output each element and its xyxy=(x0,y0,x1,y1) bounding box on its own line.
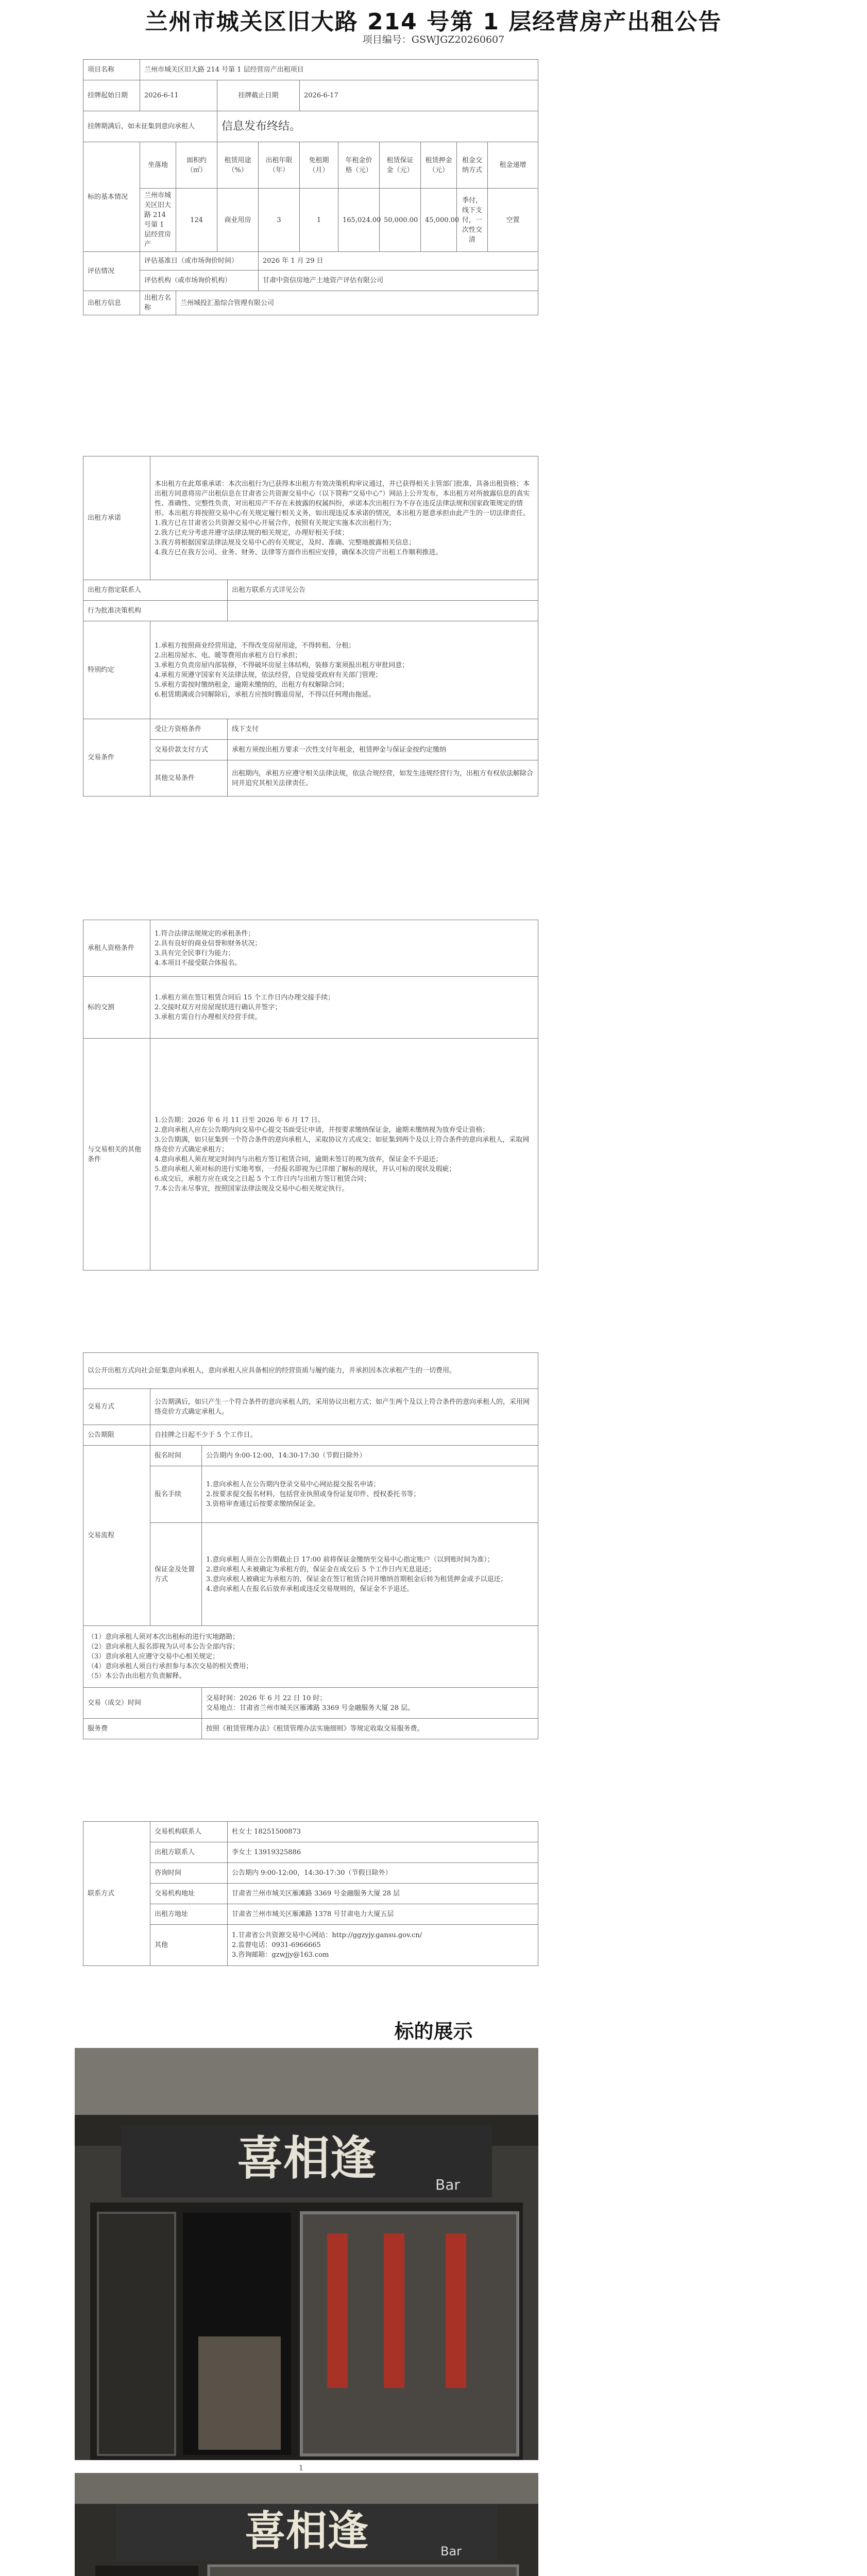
period-value: 信息发布终结。 xyxy=(217,111,538,142)
contact-row-label: 其他 xyxy=(150,1925,228,1966)
header-increase: 租金递增 xyxy=(488,142,538,189)
contact-person-label: 出租方指定联系人 xyxy=(83,580,228,601)
eval-date: 2026 年 1 月 29 日 xyxy=(259,252,538,270)
contact-row-label: 交易机构地址 xyxy=(150,1884,228,1904)
property-photo-2 xyxy=(75,2473,538,2576)
header-years: 出租年限（年） xyxy=(259,142,300,189)
header-free: 免租期（月） xyxy=(300,142,338,189)
eval-date-label: 评估基准日（或市场询价时间） xyxy=(140,252,259,270)
deposit-label: 保证金及处置方式 xyxy=(150,1523,202,1626)
header-pledge: 租赁押金（元） xyxy=(421,142,457,189)
owner-label: 出租方信息 xyxy=(83,291,140,315)
header-location: 坐落地 xyxy=(140,142,176,189)
cell-area: 124 xyxy=(176,189,217,252)
process-label: 交易流程 xyxy=(83,1446,150,1626)
contact-row-value: 李女士 13919325886 xyxy=(228,1842,538,1863)
trade-row-label: 其他交易条件 xyxy=(150,760,228,796)
procedure-table xyxy=(83,1352,538,1739)
rule-label: 标的交割 xyxy=(83,977,150,1039)
eval-org-label: 评估机构（或市场询价机构） xyxy=(140,270,259,291)
time-text: 交易时间：2026 年 6 月 22 日 10 时； 交易地点：甘肃省兰州市城关区雁滩路 3369 号金融服务大厦 28 层。 xyxy=(202,1688,538,1719)
trade-row-value: 线下支付 xyxy=(228,719,538,740)
lessor-promise-text: 本出租方在此郑重承诺：本次出租行为已获得本出租方有效决策机构审议通过，并已获得相关主管部门批准，具备出租资格；本出租方同意将房产出租信息在甘肃省公共资源交易中心（以下简称“交易中心”）网站上公开发布，本出租方对所披露信息的真实性、准确性、完整性负责，对出租房产不存在未披露的权属纠纷，承诺本次出租行为不存在违反法律法规和国家政策规定的情形。本出租方将按照交易中心有关规定履行相关义务，如出现违反本承诺的情况，本出租方愿意承担由此产生的一切法律责任。 1.我方已在甘肃省公共资源交易中心开展合作，按照有关规定实施本次出租行为； 2.我方已充分考虑并遵守法律法规的相关规定，办理好相关手续； 3.我方将根据国家法律法规及交易中心的有关规定，及时、准确、完整地披露相关信息； 4.我方已在我方公司、业务、财务、法律等方面作出相应安排，确保本次房产出租工作顺利推进。 xyxy=(150,456,538,580)
cell-increase: 空置 xyxy=(488,189,538,252)
start-date: 2026-6-11 xyxy=(140,80,217,111)
cell-location: 兰州市城关区旧大路 214 号第 1 层经营房产 xyxy=(140,189,176,252)
store-sign-en: Bar xyxy=(435,2176,460,2193)
approval-label: 行为批准决策机构 xyxy=(83,601,228,621)
owner-name-label: 出租方名称 xyxy=(140,291,176,315)
store-sign-en: Bar xyxy=(440,2544,462,2558)
lessor-table xyxy=(83,456,538,796)
end-date-label: 挂牌截止日期 xyxy=(217,80,300,111)
project-name: 兰州市城关区旧大路 214 号第 1 层经营房产出租项目 xyxy=(140,60,538,80)
contact-row-value: 甘肃省兰州市城关区雁滩路 3369 号金融服务大厦 28 层 xyxy=(228,1884,538,1904)
store-sign-text: 喜相逢 xyxy=(237,2131,376,2185)
section-title: 标的展示 xyxy=(394,2020,473,2043)
contact-label: 联系方式 xyxy=(83,1822,150,1966)
start-date-label: 挂牌起始日期 xyxy=(83,80,140,111)
reg-way-text: 1.意向承租人在公告期内登录交易中心网站提交报名申请； 2.按要求提交报名材料，包括营业执照或身份证复印件、授权委托书等； 3.资格审查通过后按要求缴纳保证金。 xyxy=(202,1466,538,1523)
header-use: 租赁用途（%） xyxy=(217,142,259,189)
method-text: 公告期满后，如只产生一个符合条件的意向承租人的，采用协议出租方式；如产生两个及以上符合条件的意向承租人的，采用网络竞价方式确定承租人。 xyxy=(150,1389,538,1425)
cell-free: 1 xyxy=(300,189,338,252)
header-deposit: 租赁保证金（元） xyxy=(380,142,421,189)
owner-name: 兰州城投汇盈综合管理有限公司 xyxy=(176,291,538,315)
trade-row-value: 出租期内，承租方应遵守相关法律法规，依法合规经营，如发生违规经营行为，出租方有权依法解除合同并追究其相关法律责任。 xyxy=(228,760,538,796)
special-text: 1.承租方按照商业经营用途，不得改变房屋用途，不得转租、分租； 2.出租房屋水、电、暖等费用由承租方自行承担； 3.承租方负责房屋内部装修，不得破坏房屋主体结构，装修方案须报出租方审批同意； 4.承租方须遵守国家有关法律法规，依法经营，自觉接受政府有关部门管理； 5.承租方需按时缴纳租金，逾期未缴纳的，出租方有权解除合同； 6.租赁期满或合同解除后，承租方应按时腾退房屋，不得以任何理由拖延。 xyxy=(150,621,538,719)
deposit-text: 1.意向承租人须在公告期截止日 17:00 前将保证金缴纳至交易中心指定账户（以到账时间为准）； 2.意向承租人未被确定为承租方的，保证金在成交后 5 个工作日内无息退还； 3.意向承租人被确定为承租方的，保证金在签订租赁合同并缴纳首期租金后转为租赁押金或予以退还； 4.意向承租人在报名后放弃承租或违反交易规则的，保证金不予退还。 xyxy=(202,1523,538,1626)
contact-row-value: 杜女士 18251500873 xyxy=(228,1822,538,1842)
notice-label: 与交易相关的其他条件 xyxy=(83,1039,150,1270)
contact-table xyxy=(83,1821,538,1966)
announce-label: 公告期限 xyxy=(83,1425,150,1446)
time-label: 交易（成交）时间 xyxy=(83,1688,202,1719)
subject-label: 标的基本情况 xyxy=(83,142,140,252)
eval-org: 甘肃中资信房地产土地资产评估有限公司 xyxy=(259,270,538,291)
notes-text: （1）意向承租人须对本次出租标的进行实地踏勘； （2）意向承租人报名即视为认可本公告全部内容； （3）意向承租人应遵守交易中心相关规定； （4）意向承租人须自行承担参与本次交易的相关费用； （5）本公告由出租方负责解释。 xyxy=(83,1626,538,1688)
reg-text: 公告期内 9:00-12:00，14:30-17:30（节假日除外） xyxy=(202,1446,538,1466)
contact-row-label: 出租方地址 xyxy=(150,1904,228,1925)
project-code: 项目编号：GSWJGZ20260607 xyxy=(362,34,505,45)
announce-text: 自挂牌之日起不少于 5 个工作日。 xyxy=(150,1425,538,1446)
project-name-label: 项目名称 xyxy=(83,60,140,80)
notice-text: 1.公告期：2026 年 6 月 11 日至 2026 年 6 月 17 日。 2.意向承租人应在公告期内向交易中心提交书面受让申请，并按要求缴纳保证金，逾期未缴纳视为放弃受让资格； 3.公告期满，如只征集到一个符合条件的意向承租人，采取协议方式成交；如征集到两个及以上符合条件的意向承租人，采取网络竞价方式确定承租方； 4.意向承租人须在规定时间内与出租方签订租赁合同，逾期未签订的视为放弃，保证金不予退还； 5.意向承租人须对标的进行实地考察，一经报名即视为已详细了解标的现状，并认可标的现状及瑕疵； 6.成交后，承租方应在成交之日起 5 个工作日内与出租方签订租赁合同； 7.本公告未尽事宜，按照国家法律法规及交易中心相关规定执行。 xyxy=(150,1039,538,1270)
end-date: 2026-6-17 xyxy=(300,80,538,111)
contact-row-label: 交易机构联系人 xyxy=(150,1822,228,1842)
contact-row-value: 甘肃省兰州市城关区雁滩路 1378 号甘肃电力大厦五层 xyxy=(228,1904,538,1925)
contact-row-value: 公告期内 9:00-12:00，14:30-17:30（节假日除外） xyxy=(228,1863,538,1884)
trade-row-label: 交易价款支付方式 xyxy=(150,740,228,760)
trade-cond-label: 交易条件 xyxy=(83,719,150,796)
service-fee-label: 服务费 xyxy=(83,1719,202,1739)
contact-person-value: 出租方联系方式详见公告 xyxy=(228,580,538,601)
conditions-table xyxy=(83,920,538,1270)
procedure-intro: 以公开出租方式向社会征集意向承租人，意向承租人应具备相应的经营资质与履约能力，并承担因本次承租产生的一切费用。 xyxy=(83,1353,538,1389)
header-area: 面积约（㎡） xyxy=(176,142,217,189)
lessor-promise-label: 出租方承诺 xyxy=(83,456,150,580)
trade-row-label: 受让方资格条件 xyxy=(150,719,228,740)
service-fee-text: 按照《租赁管理办法》《租赁管理办法实施细则》等规定收取交易服务费。 xyxy=(202,1719,538,1739)
cell-deposit: 50,000.00 xyxy=(380,189,421,252)
reg-way-label: 报名手续 xyxy=(150,1466,202,1523)
cell-years: 3 xyxy=(259,189,300,252)
trade-row-value: 承租方须按出租方要求一次性支付年租金，租赁押金与保证金按约定缴纳 xyxy=(228,740,538,760)
special-label: 特别约定 xyxy=(83,621,150,719)
contact-row-label: 出租方联系人 xyxy=(150,1842,228,1863)
page-number: 1 xyxy=(299,2464,303,2472)
header-rent: 年租金价格（元） xyxy=(338,142,380,189)
cell-pay: 季付，线下支付，一次性交清 xyxy=(457,189,488,252)
eval-label: 评估情况 xyxy=(83,252,140,291)
reg-label: 报名时间 xyxy=(150,1446,202,1466)
contact-row-value: 1.甘肃省公共资源交易中心网站：http://ggzyjy.gansu.gov.cn/ 2.监督电话：0931-6966665 3.咨询邮箱：gzwjjy@163.com xyxy=(228,1925,538,1966)
req-text: 1.符合法律法规规定的承租条件； 2.具有良好的商业信誉和财务状况； 3.具有完全民事行为能力； 4.本项目不接受联合体报名。 xyxy=(150,920,538,977)
cell-use: 商业用房 xyxy=(217,189,259,252)
store-sign-text: 喜相逢 xyxy=(245,2507,368,2555)
property-photo-1 xyxy=(75,2048,538,2460)
period-label: 挂牌期满后，如未征集到意向承租人 xyxy=(83,111,217,142)
header-pay: 租金交纳方式 xyxy=(457,142,488,189)
rule-text: 1.承租方须在签订租赁合同后 15 个工作日内办理交接手续； 2.交接时双方对房屋现状进行确认并签字； 3.承租方需自行办理相关经营手续。 xyxy=(150,977,538,1039)
req-label: 承租人资格条件 xyxy=(83,920,150,977)
page-title: 兰州市城关区旧大路 214 号第 1 层经营房产出租公告 xyxy=(145,9,722,35)
cell-pledge: 45,000.00 xyxy=(421,189,457,252)
method-label: 交易方式 xyxy=(83,1389,150,1425)
project-info-table xyxy=(83,59,538,315)
cell-rent: 165,024.00 xyxy=(338,189,380,252)
contact-row-label: 咨询时间 xyxy=(150,1863,228,1884)
approval-value xyxy=(228,601,538,621)
